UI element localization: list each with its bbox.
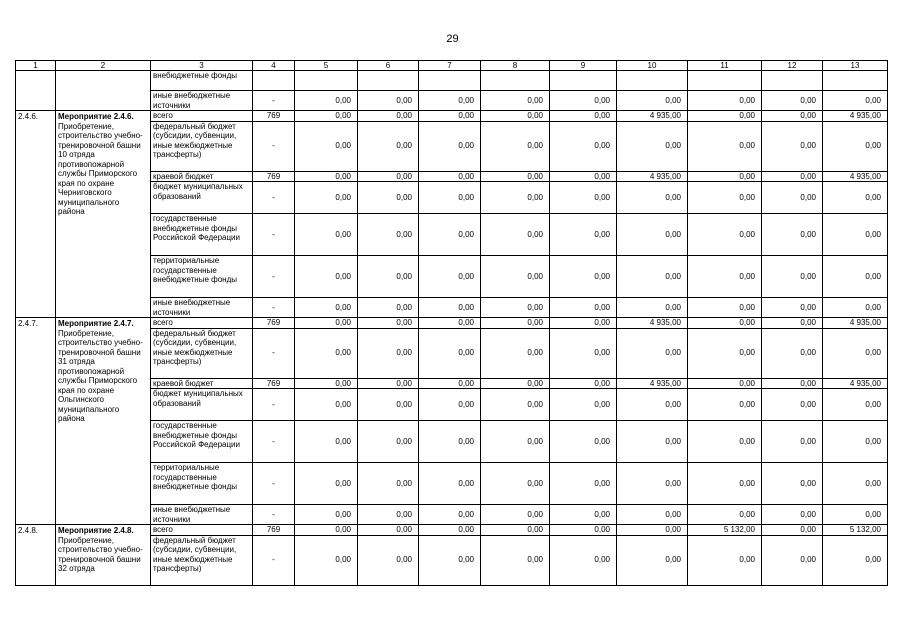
funding-source-cell: государственные внебюджетные фонды Российской Федерации	[151, 214, 253, 256]
value-cell: 0,00	[481, 121, 550, 171]
value-cell: 0,00	[295, 91, 358, 111]
value-cell: 4 935,00	[617, 111, 688, 122]
value-cell: 0,00	[419, 111, 481, 122]
value-cell: 0,00	[762, 318, 823, 329]
funding-source-cell: государственные внебюджетные фонды Российской Федерации	[151, 421, 253, 463]
value-cell: 0,00	[295, 328, 358, 378]
value-cell: 0,00	[295, 421, 358, 463]
value-cell: 0,00	[481, 463, 550, 505]
funding-source-cell: краевой бюджет	[151, 378, 253, 389]
value-cell: 0,00	[617, 328, 688, 378]
value-cell: 0,00	[419, 121, 481, 171]
value-cell: 0,00	[419, 421, 481, 463]
value-cell: 0,00	[481, 298, 550, 318]
budget-code-cell: -	[253, 256, 295, 298]
value-cell: 0,00	[550, 505, 617, 525]
budget-table	[15, 60, 888, 586]
value-cell: 0,00	[295, 256, 358, 298]
funding-source-cell: иные внебюджетные источники	[151, 298, 253, 318]
measure-title: Мероприятие 2.4.7.	[58, 319, 134, 328]
value-cell: 0,00	[481, 525, 550, 536]
funding-source-cell: бюджет муниципальных образований	[151, 389, 253, 421]
value-cell: 4 935,00	[617, 378, 688, 389]
budget-code-cell: 769	[253, 525, 295, 536]
measure-title: Мероприятие 2.4.6.	[58, 112, 134, 121]
value-cell: 0,00	[617, 421, 688, 463]
value-cell: 4 935,00	[823, 171, 888, 182]
value-cell: 0,00	[358, 182, 419, 214]
value-cell: 0,00	[823, 298, 888, 318]
header-cell: 4	[253, 61, 295, 71]
funding-source-cell: территориальные государственные внебюджетные фонды	[151, 256, 253, 298]
budget-code-cell: 769	[253, 111, 295, 122]
table-row	[16, 525, 888, 536]
value-cell: 0,00	[617, 389, 688, 421]
header-cell: 13	[823, 61, 888, 71]
value-cell: 0,00	[550, 298, 617, 318]
header-cell: 5	[295, 61, 358, 71]
value-cell: 0,00	[762, 421, 823, 463]
budget-code-cell: 769	[253, 318, 295, 329]
budget-code-cell: 769	[253, 171, 295, 182]
value-cell: 0,00	[358, 378, 419, 389]
value-cell: 0,00	[358, 328, 419, 378]
value-cell: 0,00	[823, 182, 888, 214]
value-cell: 0,00	[550, 214, 617, 256]
value-cell: 0,00	[419, 535, 481, 585]
budget-code-cell: -	[253, 389, 295, 421]
value-cell: 0,00	[688, 421, 762, 463]
funding-source-cell: всего	[151, 111, 253, 122]
value-cell: 0,00	[688, 378, 762, 389]
value-cell: 0,00	[617, 535, 688, 585]
value-cell: 4 935,00	[617, 171, 688, 182]
value-cell	[688, 71, 762, 91]
value-cell	[823, 71, 888, 91]
value-cell: 0,00	[688, 463, 762, 505]
value-cell: 0,00	[358, 421, 419, 463]
measure-description: Приобретение, строительство учебно-тренировочной башни 32 отряда	[58, 535, 143, 573]
value-cell	[762, 71, 823, 91]
funding-source-cell: внебюджетные фонды	[151, 71, 253, 91]
value-cell: 0,00	[481, 318, 550, 329]
budget-code-cell	[253, 71, 295, 91]
measure-number-cell: 2.4.7.	[16, 318, 56, 525]
header-row	[16, 61, 888, 71]
value-cell: 0,00	[419, 525, 481, 536]
budget-code-cell: -	[253, 421, 295, 463]
value-cell: 0,00	[358, 463, 419, 505]
value-cell: 0,00	[481, 182, 550, 214]
table-row	[16, 111, 888, 122]
value-cell: 0,00	[762, 389, 823, 421]
value-cell: 0,00	[419, 389, 481, 421]
value-cell	[295, 71, 358, 91]
value-cell: 0,00	[617, 214, 688, 256]
value-cell: 0,00	[617, 525, 688, 536]
measure-number-cell	[16, 71, 56, 111]
value-cell: 0,00	[762, 378, 823, 389]
budget-table-body	[16, 61, 888, 586]
value-cell: 0,00	[823, 421, 888, 463]
value-cell: 4 935,00	[823, 111, 888, 122]
value-cell: 0,00	[481, 378, 550, 389]
header-cell: 9	[550, 61, 617, 71]
table-row	[16, 318, 888, 329]
funding-source-cell: бюджет муниципальных образований	[151, 182, 253, 214]
funding-source-cell: территориальные государственные внебюджетные фонды	[151, 463, 253, 505]
budget-code-cell: -	[253, 121, 295, 171]
value-cell: 0,00	[762, 182, 823, 214]
value-cell: 0,00	[688, 214, 762, 256]
funding-source-cell: федеральный бюджет (субсидии, субвенции, иные межбюджетные трансферты)	[151, 121, 253, 171]
measure-description: Приобретение, строительство учебно-тренировочной башни 10 отряда противопожарной службы Приморского края по охране Черниговского муниципального района	[58, 121, 143, 216]
measure-description-cell	[56, 111, 151, 318]
value-cell: 0,00	[550, 121, 617, 171]
value-cell: 0,00	[481, 389, 550, 421]
header-cell: 3	[151, 61, 253, 71]
value-cell: 0,00	[295, 378, 358, 389]
value-cell: 0,00	[481, 256, 550, 298]
value-cell: 0,00	[823, 121, 888, 171]
value-cell: 0,00	[550, 171, 617, 182]
value-cell: 0,00	[617, 256, 688, 298]
value-cell: 0,00	[617, 182, 688, 214]
value-cell: 0,00	[688, 298, 762, 318]
value-cell: 0,00	[550, 328, 617, 378]
value-cell: 0,00	[358, 171, 419, 182]
value-cell: 0,00	[823, 389, 888, 421]
budget-code-cell: -	[253, 182, 295, 214]
value-cell: 0,00	[688, 328, 762, 378]
value-cell: 0,00	[823, 463, 888, 505]
value-cell: 0,00	[419, 318, 481, 329]
value-cell: 0,00	[481, 535, 550, 585]
header-cell: 2	[56, 61, 151, 71]
value-cell: 0,00	[481, 421, 550, 463]
value-cell: 4 935,00	[617, 318, 688, 329]
value-cell: 0,00	[481, 328, 550, 378]
value-cell: 0,00	[358, 91, 419, 111]
value-cell: 0,00	[419, 505, 481, 525]
value-cell: 0,00	[481, 91, 550, 111]
value-cell: 0,00	[762, 328, 823, 378]
value-cell: 5 132,00	[823, 525, 888, 536]
page-number: 29	[446, 33, 459, 45]
header-cell: 8	[481, 61, 550, 71]
value-cell: 0,00	[550, 525, 617, 536]
value-cell: 0,00	[295, 505, 358, 525]
value-cell: 0,00	[550, 318, 617, 329]
value-cell: 0,00	[550, 256, 617, 298]
value-cell: 0,00	[358, 505, 419, 525]
value-cell: 4 935,00	[823, 378, 888, 389]
value-cell: 0,00	[295, 182, 358, 214]
value-cell: 0,00	[419, 182, 481, 214]
value-cell	[358, 71, 419, 91]
value-cell: 0,00	[550, 421, 617, 463]
budget-code-cell: 769	[253, 378, 295, 389]
value-cell: 0,00	[550, 535, 617, 585]
value-cell: 0,00	[762, 121, 823, 171]
value-cell: 4 935,00	[823, 318, 888, 329]
value-cell: 0,00	[419, 91, 481, 111]
value-cell: 0,00	[295, 535, 358, 585]
value-cell: 0,00	[617, 91, 688, 111]
budget-code-cell: -	[253, 535, 295, 585]
funding-source-cell: всего	[151, 525, 253, 536]
value-cell: 0,00	[550, 91, 617, 111]
value-cell: 0,00	[358, 525, 419, 536]
value-cell: 0,00	[358, 389, 419, 421]
value-cell: 0,00	[419, 214, 481, 256]
measure-description-cell	[56, 71, 151, 111]
value-cell: 0,00	[688, 121, 762, 171]
value-cell: 0,00	[358, 535, 419, 585]
value-cell: 0,00	[688, 256, 762, 298]
value-cell	[419, 71, 481, 91]
measure-description: Приобретение, строительство учебно-тренировочной башни 31 отряда противопожарной службы Приморского края по охране Ольгинского муниципального района	[58, 328, 143, 423]
value-cell: 0,00	[688, 505, 762, 525]
value-cell: 0,00	[481, 111, 550, 122]
value-cell: 0,00	[358, 214, 419, 256]
funding-source-cell: иные внебюджетные источники	[151, 91, 253, 111]
header-cell: 11	[688, 61, 762, 71]
value-cell: 0,00	[419, 378, 481, 389]
value-cell: 0,00	[762, 111, 823, 122]
value-cell	[617, 71, 688, 91]
value-cell: 0,00	[295, 318, 358, 329]
value-cell: 0,00	[295, 121, 358, 171]
value-cell: 0,00	[481, 171, 550, 182]
budget-code-cell: -	[253, 505, 295, 525]
value-cell	[481, 71, 550, 91]
value-cell: 0,00	[295, 214, 358, 256]
value-cell: 0,00	[762, 256, 823, 298]
value-cell: 0,00	[481, 505, 550, 525]
value-cell: 0,00	[358, 111, 419, 122]
funding-source-cell: всего	[151, 318, 253, 329]
funding-source-cell: федеральный бюджет (субсидии, субвенции, иные межбюджетные трансферты)	[151, 535, 253, 585]
value-cell: 0,00	[688, 182, 762, 214]
value-cell: 0,00	[823, 91, 888, 111]
funding-source-cell: федеральный бюджет (субсидии, субвенции, иные межбюджетные трансферты)	[151, 328, 253, 378]
value-cell: 0,00	[295, 525, 358, 536]
value-cell: 0,00	[762, 171, 823, 182]
value-cell: 0,00	[617, 505, 688, 525]
value-cell: 0,00	[617, 121, 688, 171]
value-cell: 0,00	[419, 298, 481, 318]
measure-number-cell: 2.4.6.	[16, 111, 56, 318]
funding-source-cell: иные внебюджетные источники	[151, 505, 253, 525]
value-cell: 0,00	[823, 328, 888, 378]
value-cell: 0,00	[688, 91, 762, 111]
value-cell: 0,00	[762, 535, 823, 585]
value-cell: 0,00	[688, 318, 762, 329]
budget-code-cell: -	[253, 328, 295, 378]
value-cell: 0,00	[550, 463, 617, 505]
measure-description-cell	[56, 318, 151, 525]
header-cell: 12	[762, 61, 823, 71]
header-cell: 1	[16, 61, 56, 71]
value-cell: 0,00	[688, 389, 762, 421]
value-cell: 0,00	[419, 171, 481, 182]
value-cell: 0,00	[688, 535, 762, 585]
table-row	[16, 71, 888, 91]
value-cell: 0,00	[823, 505, 888, 525]
value-cell: 0,00	[295, 171, 358, 182]
header-cell: 10	[617, 61, 688, 71]
value-cell: 0,00	[358, 318, 419, 329]
value-cell: 0,00	[358, 121, 419, 171]
value-cell: 0,00	[617, 463, 688, 505]
value-cell: 0,00	[295, 463, 358, 505]
value-cell: 0,00	[419, 463, 481, 505]
value-cell: 0,00	[762, 463, 823, 505]
value-cell: 0,00	[550, 111, 617, 122]
value-cell: 5 132,00	[688, 525, 762, 536]
funding-source-cell: краевой бюджет	[151, 171, 253, 182]
measure-title: Мероприятие 2.4.8.	[58, 526, 134, 535]
header-cell: 6	[358, 61, 419, 71]
value-cell: 0,00	[762, 525, 823, 536]
value-cell: 0,00	[688, 111, 762, 122]
value-cell: 0,00	[419, 256, 481, 298]
measure-description-cell	[56, 525, 151, 586]
budget-code-cell: -	[253, 91, 295, 111]
value-cell: 0,00	[762, 298, 823, 318]
value-cell: 0,00	[358, 298, 419, 318]
value-cell: 0,00	[295, 389, 358, 421]
value-cell: 0,00	[295, 298, 358, 318]
value-cell: 0,00	[762, 91, 823, 111]
value-cell: 0,00	[823, 256, 888, 298]
value-cell: 0,00	[481, 214, 550, 256]
budget-code-cell: -	[253, 298, 295, 318]
value-cell: 0,00	[550, 182, 617, 214]
value-cell: 0,00	[688, 171, 762, 182]
budget-code-cell: -	[253, 463, 295, 505]
value-cell	[550, 71, 617, 91]
value-cell: 0,00	[762, 214, 823, 256]
value-cell: 0,00	[419, 328, 481, 378]
header-cell: 7	[419, 61, 481, 71]
value-cell: 0,00	[295, 111, 358, 122]
budget-code-cell: -	[253, 214, 295, 256]
value-cell: 0,00	[762, 505, 823, 525]
value-cell: 0,00	[823, 214, 888, 256]
value-cell: 0,00	[550, 378, 617, 389]
value-cell: 0,00	[550, 389, 617, 421]
value-cell: 0,00	[358, 256, 419, 298]
value-cell: 0,00	[617, 298, 688, 318]
measure-number-cell: 2.4.8.	[16, 525, 56, 586]
value-cell: 0,00	[823, 535, 888, 585]
